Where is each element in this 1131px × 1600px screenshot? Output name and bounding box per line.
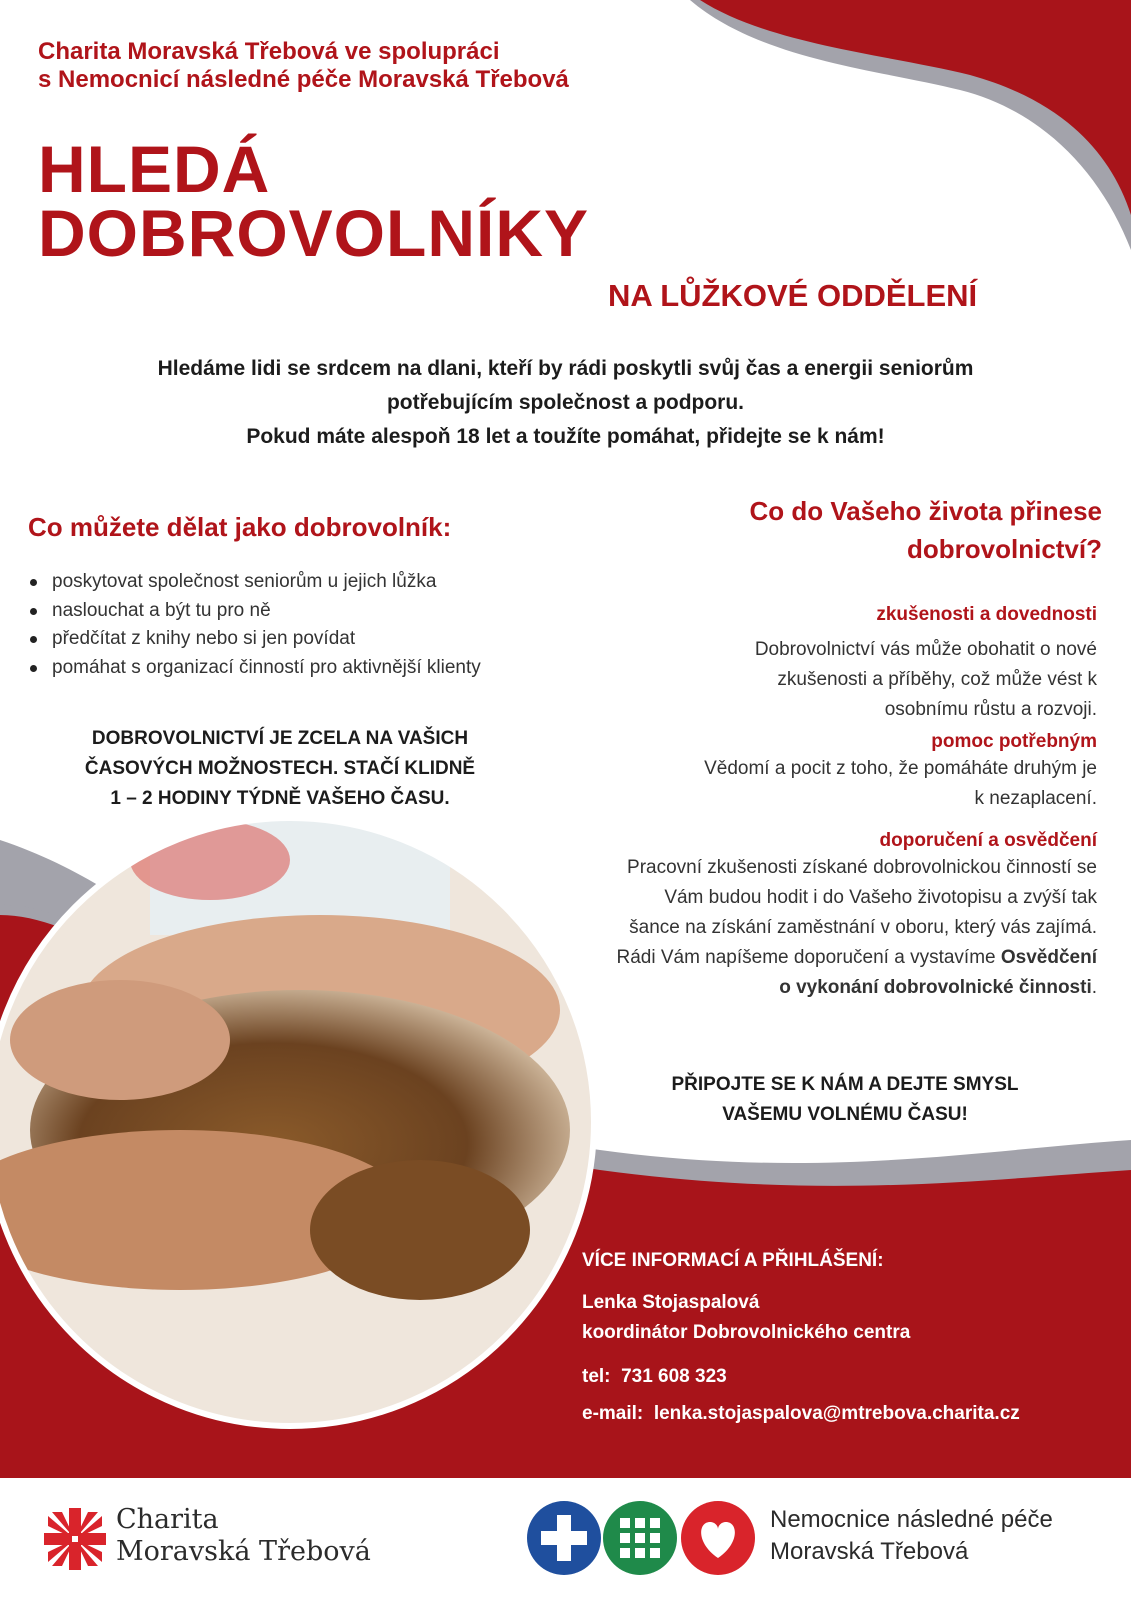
benefit-experience-text: Dobrovolnictví vás může obohatit o nové zkušenosti a příběhy, což může vést k osobnímu růstu a rozvoji. xyxy=(754,639,1097,720)
email-link[interactable]: lenka.stojaspalova@mtrebova.charita.cz xyxy=(653,1403,1020,1424)
contact-email xyxy=(582,1403,1020,1425)
bullet-icon xyxy=(30,636,37,643)
intro-line-1: Hledáme lidi se srdcem na dlani, kteří by rádi poskytli svůj čas a energii seniorům xyxy=(157,357,974,380)
header-line-2: s Nemocnicí následné péče Moravská Třebová xyxy=(38,66,569,93)
intro-line-3: Pokud máte alespoň 18 let a toužíte pomáhat, přidejte se k nám! xyxy=(246,425,885,448)
subtitle: NA LŮŽKOVÉ ODDĚLENÍ xyxy=(608,278,978,313)
charita-cross-logo xyxy=(44,1508,106,1570)
list-item: pomáhat s organizací činností pro aktivnější klienty xyxy=(28,654,481,683)
email-label: e-mail: xyxy=(582,1403,644,1424)
intro-text xyxy=(0,352,1131,454)
phone-label: tel: xyxy=(582,1366,611,1387)
intro-line-2: potřebujícím společnost a podporu. xyxy=(386,391,745,414)
charita-name-line-1: Charita xyxy=(116,1504,219,1535)
hospital-name-line-1: Nemocnice následné péče xyxy=(770,1506,1053,1533)
list-item: poskytovat společnost seniorům u jejich lůžka xyxy=(28,568,481,597)
call-to-action: PŘIPOJTE SE K NÁM A DEJTE SMYSL VAŠEMU VOLNÉMU ČASU! xyxy=(671,1074,1019,1125)
contact-name: Lenka Stojaspalová xyxy=(582,1292,760,1313)
list-item: předčítat z knihy nebo si jen povídat xyxy=(28,625,481,654)
bullet-icon xyxy=(30,608,37,615)
benefit-reference-title: doporučení a osvědčení xyxy=(879,830,1097,851)
activities-list xyxy=(28,568,481,682)
grid-icon xyxy=(603,1501,677,1575)
hospital-name-line-2: Moravská Třebová xyxy=(770,1538,969,1565)
benefit-reference-text: Pracovní zkušenosti získané dobrovolnickou činností se Vám budou hodit i do Vašeho životopisu a zvýší tak šance na získání zaměstnání v oboru, který vás zajímá. Rádi Vám napíšeme doporučení a vystavíme Osvědčení o vykonání dobrovolnické činnosti. xyxy=(616,857,1097,998)
benefit-help-title: pomoc potřebným xyxy=(931,731,1097,752)
title-line-1: HLEDÁ xyxy=(38,132,271,206)
charita-name-line-2: Moravská Třebová xyxy=(116,1536,371,1567)
title-line-2: DOBROVOLNÍKY xyxy=(38,196,590,270)
footer xyxy=(0,1478,1131,1600)
benefit-experience-title: zkušenosti a dovednosti xyxy=(876,604,1097,625)
hospital-logos xyxy=(526,1498,758,1578)
bullet-icon xyxy=(30,579,37,586)
plus-icon xyxy=(527,1501,601,1575)
time-note: DOBROVOLNICTVÍ JE ZCELA NA VAŠICH ČASOVÝCH MOŽNOSTECH. STAČÍ KLIDNĚ 1 – 2 HODINY TÝDNĚ VAŠEHO ČASU. xyxy=(84,728,476,809)
heart-icon xyxy=(681,1501,755,1575)
benefit-help-text: Vědomí a pocit z toho, že pomáháte druhým je k nezaplacení. xyxy=(704,758,1097,809)
contact-role: koordinátor Dobrovolnického centra xyxy=(582,1322,911,1343)
bullet-icon xyxy=(30,665,37,672)
phone-number[interactable]: 731 608 323 xyxy=(621,1366,727,1387)
activities-heading: Co můžete dělat jako dobrovolník: xyxy=(28,512,452,542)
contact-heading: VÍCE INFORMACÍ A PŘIHLÁŠENÍ: xyxy=(582,1250,884,1271)
benefits-heading: Co do Vašeho života přinese dobrovolnictví? xyxy=(749,496,1102,564)
header-line-1: Charita Moravská Třebová ve spolupráci xyxy=(38,38,500,65)
contact-phone xyxy=(582,1366,727,1388)
list-item: naslouchat a být tu pro ně xyxy=(28,597,481,626)
